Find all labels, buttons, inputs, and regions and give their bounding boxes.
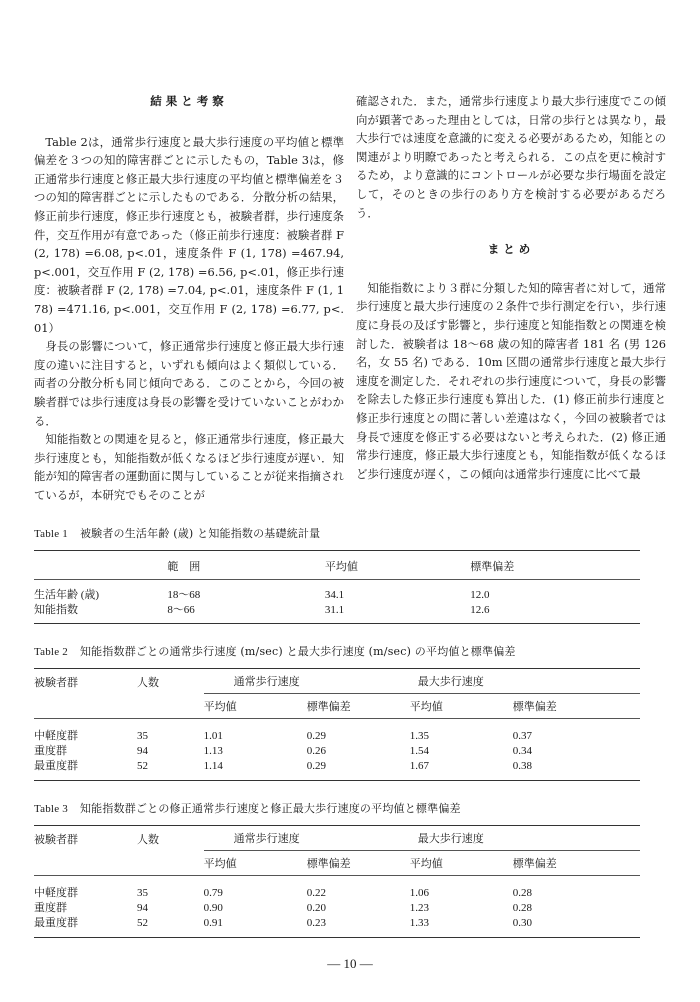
cell: 0.23 <box>306 917 326 930</box>
cell: 1.14 <box>203 760 223 773</box>
cell: 1.23 <box>409 902 429 915</box>
cell: 最重度群 <box>34 760 78 773</box>
page-number: — 10 — <box>327 956 373 972</box>
paragraph: 知能指数により３群に分類した知的障害者に対して，通常歩行速度と最大歩行速度の２条件で歩行測定を行い，歩行速度に身長の及ぼす影響と，歩行速度と知能指数との関連を検討した．被験者は 18〜68 歳の知的障害者 181 名 (男 126 名，女 55 名) である．10m 区間の通常歩行速度と最大歩行速度を測定した．それぞれの歩行速度について，身長の影響を除去した修正歩行速度も算出した．(1) 修正前歩行速度と修正歩行速度との間に著しい差違はなく，今回の被験者では身長で速度を修正する必要はないと考えられた．(2) 修正通常歩行速度，修正最大歩行速度とも，知能指数が低くなるほど歩行速度が遅く，この傾向は通常歩行速度に比べて最 <box>356 280 666 481</box>
cell: 1.06 <box>409 887 429 900</box>
cell: 0.38 <box>512 760 532 773</box>
table-row <box>34 759 640 781</box>
cell: 18〜68 <box>167 589 201 602</box>
table-caption <box>34 644 640 660</box>
table-row <box>34 876 640 902</box>
left-column <box>34 92 344 504</box>
table-row <box>34 744 640 759</box>
table-number: Table 1 <box>34 528 68 541</box>
header-cell: 人数 <box>137 834 160 847</box>
header-cell-span: 通常歩行速度 <box>204 669 410 694</box>
paragraph: 知能指数との関連を見ると，修正通常歩行速度，修正最大歩行速度とも，知能指数が低くなるほど歩行速度が遅い．知能が知的障害者の運動面に関与していることが従来指摘されているが，本研究でもそのことが <box>34 432 344 502</box>
table-row <box>34 901 640 916</box>
paragraph: Table 2は，通常歩行速度と最大歩行速度の平均値と標準偏差を３つの知的障害群ごとに示したもの，Table 3は，修正通常歩行速度と修正最大歩行速度の平均値と標準偏差を３つの知的障害群ごとに示したものである．分散分析の結果，修正前歩行速度，修正歩行速度とも，被験者群，歩行速度条件，交互作用が有意であった（修正前歩行速度：被験者群 F (2, 178) =6.08, p<.01，速度条件 F (1, 178) =467.94, p<.001，交互作用 F (2, 178) =6.56, p<.01，修正歩行速度：被験者群 F (2, 178) =7.04, p<.01，速度条件 F (1, 178) =471.16, p<.001，交互作用 F (2, 178) =6.77, p<.01） <box>34 134 344 335</box>
cell: 生活年齢 (歳) <box>34 589 100 602</box>
cell: 1.01 <box>203 730 223 743</box>
cell: 1.35 <box>409 730 429 743</box>
cell: 12.6 <box>470 604 490 617</box>
table-2 <box>34 644 640 781</box>
header-cell-span: 通常歩行速度 <box>204 826 410 851</box>
header-cell <box>34 551 167 580</box>
cell: 35 <box>137 730 149 743</box>
table-1 <box>34 526 640 624</box>
walking-speed-table <box>34 668 640 781</box>
cell: 0.37 <box>512 730 532 743</box>
paragraph: 身長の影響について，修正通常歩行速度と修正最大歩行速度の違いに注目すると，いずれも傾向はよく類似している．両者の分散分析も同じ傾向である．このことから，今回の被験者群では歩行速度は身長の影響を受けていないことがわかる． <box>34 339 344 428</box>
header-cell: 標準偏差 <box>306 858 351 871</box>
cell: 31.1 <box>324 604 345 617</box>
header-cell: 標準偏差 <box>306 701 351 714</box>
cell: 1.33 <box>409 917 429 930</box>
cell: 94 <box>137 745 149 758</box>
cell: 34.1 <box>324 589 345 602</box>
header-cell: 標準偏差 <box>470 561 515 574</box>
paragraph-continuation: 確認された．また，通常歩行速度より最大歩行速度でこの傾向が顕著であった理由としては，日常の歩行とは異なり，最大歩行では速度を意識的に変える必要があるため，知能との関連がより明瞭であったと考えられる．この点を更に検討するため，より意識的にコントロールが必要な歩行場面を設定して，そのときの歩行のあり方を検討する必要があるだろう． <box>356 94 666 220</box>
table-caption <box>34 526 640 542</box>
table-3 <box>34 801 640 938</box>
cell: 0.20 <box>306 902 326 915</box>
header-cell: 人数 <box>137 677 160 690</box>
cell: 1.13 <box>203 745 223 758</box>
cell: 0.22 <box>306 887 326 900</box>
cell: 52 <box>137 760 149 773</box>
header-cell: 平均値 <box>203 701 237 714</box>
table-header-row <box>34 551 640 580</box>
cell: 中軽度群 <box>34 730 78 743</box>
header-cell: 平均値 <box>324 561 358 574</box>
cell: 0.26 <box>306 745 326 758</box>
cell: 0.28 <box>512 902 532 915</box>
header-cell: 平均値 <box>409 701 443 714</box>
header-cell: 平均値 <box>203 858 237 871</box>
cell: 94 <box>137 902 149 915</box>
header-cell: 平均値 <box>409 858 443 871</box>
cell: 0.79 <box>203 887 223 900</box>
right-column <box>356 92 666 483</box>
section-heading-results: 結果と考察 <box>150 94 228 108</box>
cell: 52 <box>137 917 149 930</box>
cell: 0.29 <box>306 760 326 773</box>
cell: 0.90 <box>203 902 223 915</box>
table-header-row <box>34 826 640 851</box>
stats-table <box>34 550 640 624</box>
cell: 重度群 <box>34 902 67 915</box>
header-cell: 範 囲 <box>167 561 201 574</box>
cell: 中軽度群 <box>34 887 78 900</box>
cell: 0.29 <box>306 730 326 743</box>
table-row <box>34 916 640 938</box>
cell: 最重度群 <box>34 917 78 930</box>
header-cell: 被験者群 <box>34 677 78 690</box>
table-title: 被験者の生活年齢 (歳) と知能指数の基礎統計量 <box>79 527 321 541</box>
table-row <box>34 603 640 624</box>
header-cell-span: 最大歩行速度 <box>410 669 640 694</box>
body-columns <box>34 92 666 504</box>
corrected-walking-speed-table <box>34 825 640 938</box>
table-row <box>34 580 640 604</box>
table-title: 知能指数群ごとの通常歩行速度 (m/sec) と最大歩行速度 (m/sec) の平均値と標準偏差 <box>79 645 516 659</box>
header-cell-span: 最大歩行速度 <box>410 826 640 851</box>
header-cell: 標準偏差 <box>512 858 557 871</box>
cell: 知能指数 <box>34 604 78 617</box>
cell: 0.34 <box>512 745 532 758</box>
cell: 12.0 <box>470 589 490 602</box>
cell: 0.28 <box>512 887 532 900</box>
table-number: Table 2 <box>34 646 68 659</box>
cell: 1.67 <box>409 760 429 773</box>
table-number: Table 3 <box>34 803 68 816</box>
header-cell: 被験者群 <box>34 834 78 847</box>
cell: 8〜66 <box>167 604 195 617</box>
cell: 0.91 <box>203 917 223 930</box>
table-title: 知能指数群ごとの修正通常歩行速度と修正最大歩行速度の平均値と標準偏差 <box>79 802 461 816</box>
cell: 35 <box>137 887 149 900</box>
cell: 重度群 <box>34 745 67 758</box>
table-header-row <box>34 669 640 694</box>
section-heading-summary: まとめ <box>487 242 535 257</box>
cell: 1.54 <box>409 745 429 758</box>
table-caption <box>34 801 640 817</box>
cell: 0.30 <box>512 917 532 930</box>
table-row <box>34 719 640 745</box>
header-cell: 標準偏差 <box>512 701 557 714</box>
